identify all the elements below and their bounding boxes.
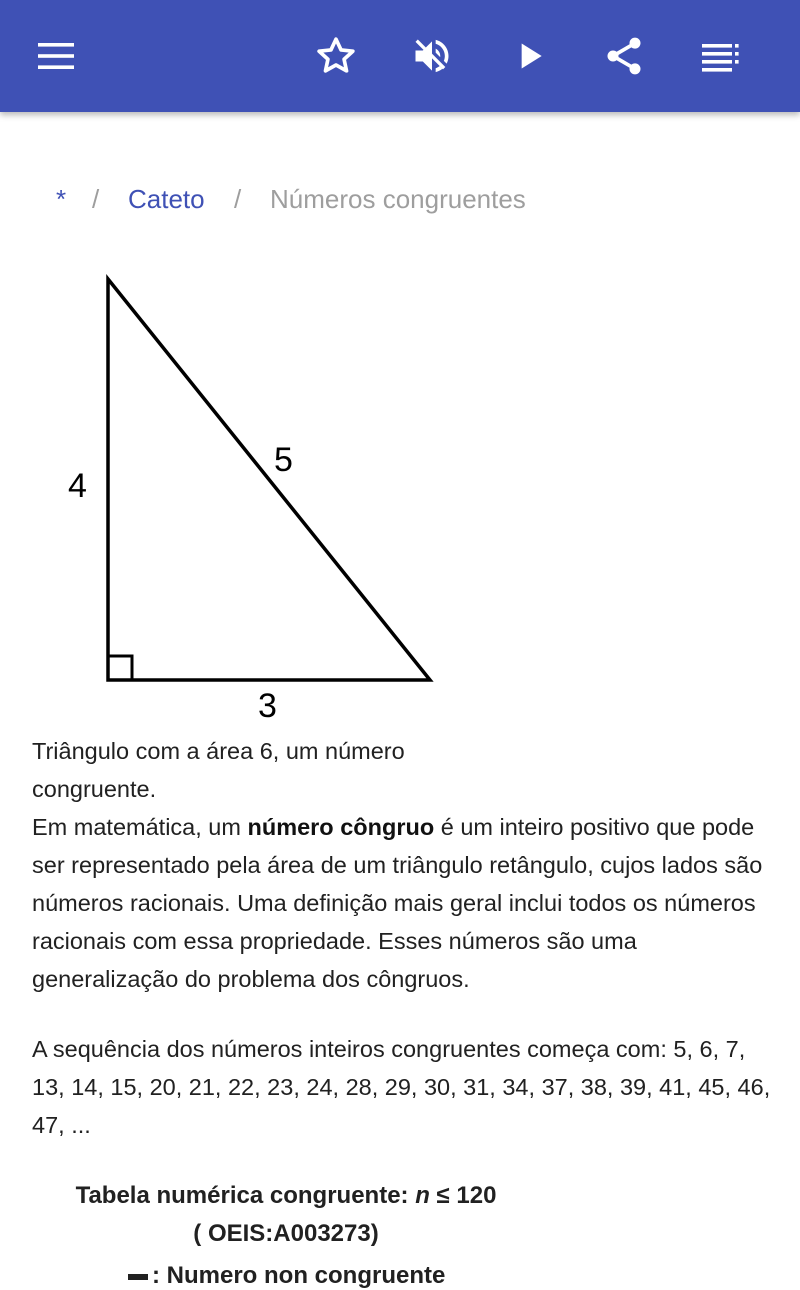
side-label-a: 4 xyxy=(68,467,87,505)
intro-text-prefix: Em matemática, um xyxy=(32,814,248,840)
menu-button[interactable] xyxy=(28,28,84,84)
hypotenuse-label: 5 xyxy=(274,441,293,479)
sequence-paragraph: A sequência dos números inteiros congruentes começa com: 5, 6, 7, 13, 14, 15, 20, 21, 22, 23, 24, 28, 29, 30, 31, 34, 37, 38, 39, 41, 45, 46, 47, ... xyxy=(32,1036,771,1138)
breadcrumb-item-cateto[interactable]: Cateto xyxy=(128,184,205,214)
table-title-suffix: ≤ 120 xyxy=(429,1182,497,1209)
caption-line-2: congruente. xyxy=(32,776,157,802)
share-icon xyxy=(602,34,646,78)
sound-toggle-button[interactable] xyxy=(404,28,460,84)
play-button[interactable] xyxy=(502,28,558,84)
breadcrumb-item-current: Números congruentes xyxy=(270,184,526,214)
triangle-diagram xyxy=(60,266,460,726)
caption-line-1: Triângulo com a área 6, um número xyxy=(32,738,405,764)
table-title-var: n xyxy=(415,1182,430,1209)
legend-label: : Numero non congruente xyxy=(152,1262,446,1289)
star-outline-icon xyxy=(314,34,358,78)
figure-caption xyxy=(32,732,472,808)
oeis-link[interactable]: ( OEIS:A003273) xyxy=(193,1220,379,1247)
table-legend xyxy=(128,1262,445,1290)
menu-icon xyxy=(36,36,76,76)
intro-text-suffix: é um inteiro positivo que pode ser representado pela área de um triângulo retângulo, cujos lados são números racionais. Uma definição mais geral inclui todos os números racionais com essa propriedade. Esses números são uma generalização do problema dos côngruos. xyxy=(32,814,763,992)
app-bar xyxy=(0,0,800,112)
table-title xyxy=(0,1182,572,1210)
side-label-b: 3 xyxy=(258,687,277,725)
contents-button[interactable] xyxy=(692,28,748,84)
list-icon xyxy=(700,36,740,76)
breadcrumb-separator: / xyxy=(92,184,100,214)
legend-swatch xyxy=(128,1274,148,1280)
breadcrumb-separator: / xyxy=(234,184,242,214)
bookmark-button[interactable] xyxy=(308,28,364,84)
volume-off-icon xyxy=(410,34,454,78)
share-button[interactable] xyxy=(596,28,652,84)
play-icon xyxy=(510,36,550,76)
intro-term: número côngruo xyxy=(247,814,435,840)
table-title-prefix: Tabela numérica congruente: xyxy=(75,1182,416,1209)
intro-paragraph xyxy=(32,808,772,998)
breadcrumb-item-home[interactable]: * xyxy=(56,184,67,214)
triangle-figure[interactable] xyxy=(60,266,460,726)
